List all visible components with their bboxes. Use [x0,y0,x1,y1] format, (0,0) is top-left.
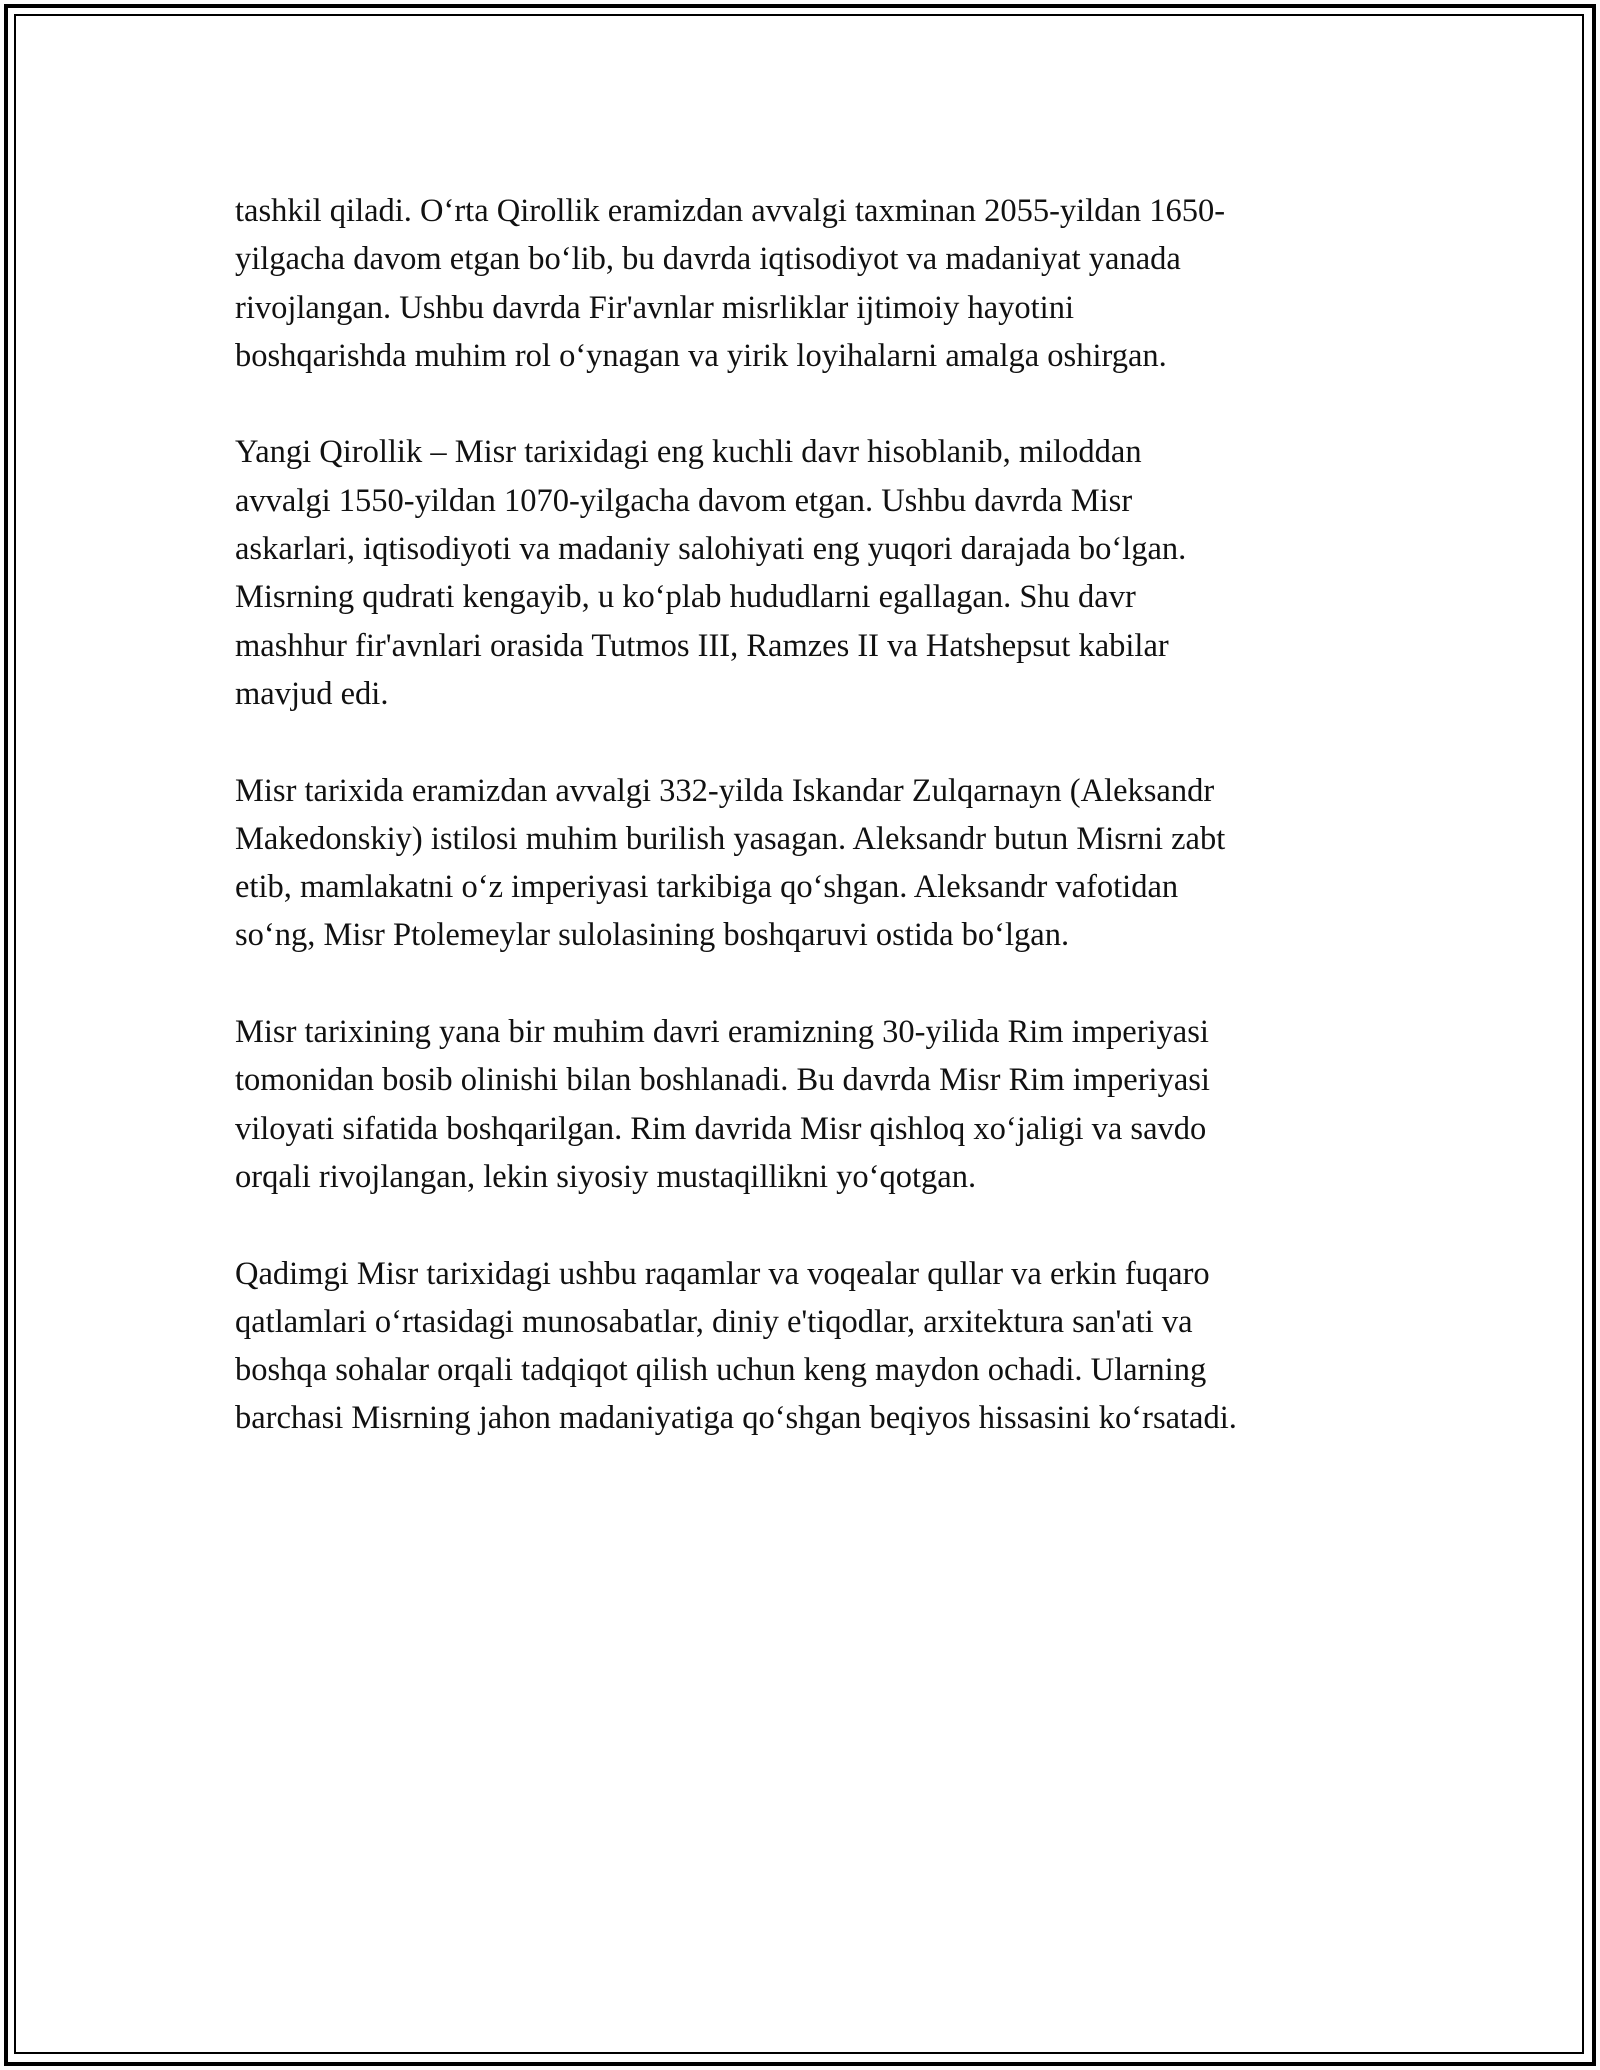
text-line: boshqarishda muhim rol o‘ynagan va yirik loyihalarni amalga oshirgan. [235,337,1167,374]
text-line: tashkil qiladi. O‘rta Qirollik eramizdan avvalgi taxminan 2055-yildan 1650- [235,193,1226,229]
text-line: Misrning qudrati kengayib, u ko‘plab hududlarni egallagan. Shu davr [235,579,1136,616]
text-line: Makedonskiy) istilosi muhim burilish yasagan. Aleksandr butun Misrni zabt [235,820,1226,857]
text-line: viloyati sifatida boshqarilgan. Rim davrida Misr qishloq xo‘jaligi va savdo [235,1110,1207,1147]
text-line: barchasi Misrning jahon madaniyatiga qo‘shgan beqiyos hissasini ko‘rsatadi. [235,1400,1237,1437]
paragraph-5 [235,1250,1375,1443]
paragraph-4 [235,1008,1375,1201]
paragraph-2 [235,428,1375,718]
paragraph-3 [235,767,1375,960]
text-line: Misr tarixida eramizdan avvalgi 332-yilda Iskandar Zulqarnayn (Aleksandr [235,772,1215,809]
text-line: mashhur fir'avnlari orasida Tutmos III, Ramzes II va Hatshepsut kabilar [235,627,1169,664]
text-line: askarlari, iqtisodiyoti va madaniy salohiyati eng yuqori darajada bo‘lgan. [235,531,1187,568]
text-line: avvalgi 1550-yildan 1070-yilgacha davom etgan. Ushbu davrda Misr [235,482,1133,519]
text-line: tomonidan bosib olinishi bilan boshlanadi. Bu davrda Misr Rim imperiyasi [235,1062,1210,1099]
text-line: so‘ng, Misr Ptolemeylar sulolasining boshqaruvi ostida bo‘lgan. [235,917,1070,954]
text-line: yilgacha davom etgan bo‘lib, bu davrda iqtisodiyot va madaniyat yanada [235,241,1181,278]
document-body [235,187,1375,1491]
text-line: rivojlangan. Ushbu davrda Fir'avnlar misrliklar ijtimoiy hayotini [235,289,1074,326]
text-line: orqali rivojlangan, lekin siyosiy mustaqillikni yo‘qotgan. [235,1158,977,1195]
text-line: boshqa sohalar orqali tadqiqot qilish uchun keng maydon ochadi. Ularning [235,1352,1207,1389]
text-line: etib, mamlakatni o‘z imperiyasi tarkibiga qo‘shgan. Aleksandr vafotidan [235,869,1179,906]
text-line: mavjud edi. [235,675,389,712]
text-line: qatlamlari o‘rtasidagi munosabatlar, diniy e'tiqodlar, arxitektura san'ati va [235,1303,1193,1340]
text-line: Misr tarixining yana bir muhim davri eramizning 30-yilida Rim imperiyasi [235,1014,1209,1051]
text-line: Yangi Qirollik – Misr tarixidagi eng kuchli davr hisoblanib, miloddan [235,434,1142,471]
paragraph-1 [235,187,1375,380]
text-line: Qadimgi Misr tarixidagi ushbu raqamlar va voqealar qullar va erkin fuqaro [235,1255,1210,1292]
